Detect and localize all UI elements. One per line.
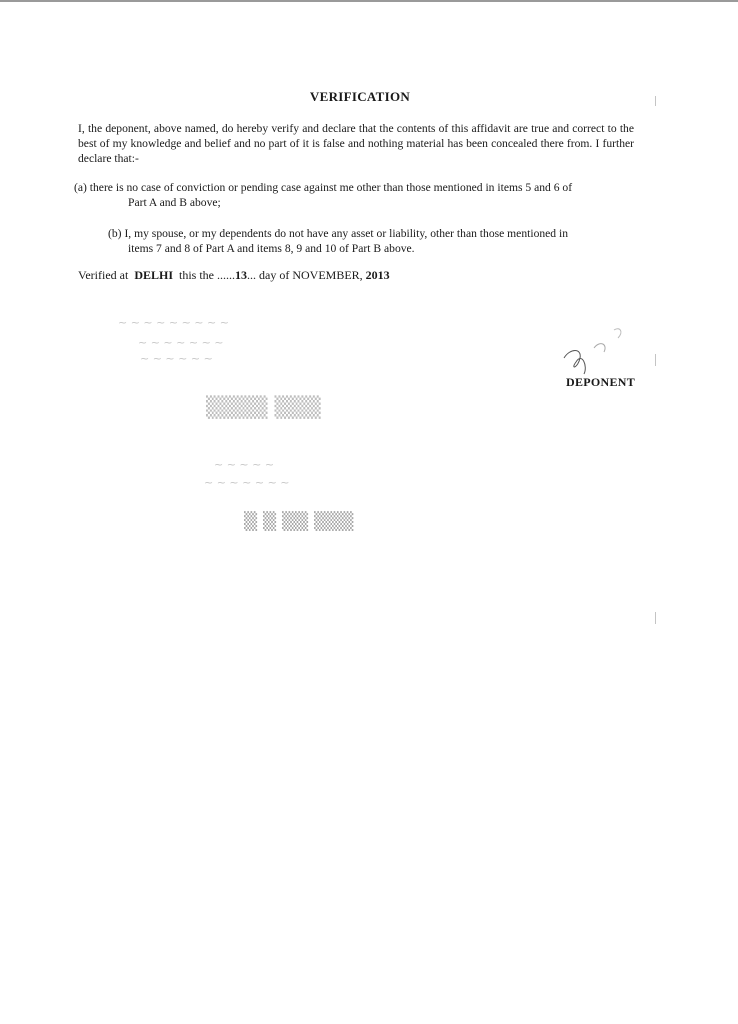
item-b-text-line2: items 7 and 8 of Part A and items 8, 9 and 10 of Part B above. [128, 242, 415, 255]
item-a-text-line2: Part A and B above; [128, 196, 221, 209]
item-a-label: (a) [74, 181, 87, 194]
verified-prefix: Verified at [78, 268, 129, 282]
verification-paragraph: I, the deponent, above named, do hereby verify and declare that the contents of this affidavit are true and correct to the best of my knowledge and belief and no part of it is false and nothing material has been concealed there from. I further declare that:- [78, 122, 634, 165]
verified-year: 2013 [365, 268, 390, 282]
faded-stamp-line-2: ~ ~ ~ ~ ~ ~ ~ [138, 336, 224, 349]
faded-stamp-line-4: ~ ~ ~ ~ ~ [214, 458, 275, 471]
deponent-label: DEPONENT [566, 375, 636, 389]
page-title: VERIFICATION [309, 89, 411, 104]
verified-this-the: this the ...... [179, 268, 235, 282]
verified-day: 13 [235, 268, 247, 282]
top-border-line [0, 0, 738, 2]
scan-mark [655, 612, 656, 624]
verified-place: DELHI [134, 268, 173, 282]
item-b-text-line1: I, my spouse, or my dependents do not have any asset or liability, other than those mentioned in [124, 227, 569, 240]
deponent-signature [554, 318, 644, 380]
list-item-b [108, 226, 632, 256]
scan-mark [655, 96, 656, 106]
item-a-text-line1: there is no case of conviction or pending case against me other than those mentioned in items 5 and 6 of [89, 181, 573, 194]
faded-stamp-line-3: ~ ~ ~ ~ ~ ~ [140, 352, 213, 365]
faded-date-stamp: ▒ ▒ ▒▒ ▒▒▒ [244, 512, 354, 532]
verified-day-of: ... day of [247, 268, 290, 282]
verified-month: NOVEMBER, [292, 268, 363, 282]
list-item-a [74, 180, 640, 210]
scan-mark [655, 354, 656, 366]
faded-stamp-line-1: ~ ~ ~ ~ ~ ~ ~ ~ ~ [118, 316, 229, 329]
item-b-label: (b) [108, 227, 122, 240]
verified-line [78, 268, 638, 283]
faded-stamp-line-5: ~ ~ ~ ~ ~ ~ ~ [204, 476, 290, 489]
faded-stamp-attested: ▒▒▒▒ ▒▒▒ [206, 395, 321, 419]
